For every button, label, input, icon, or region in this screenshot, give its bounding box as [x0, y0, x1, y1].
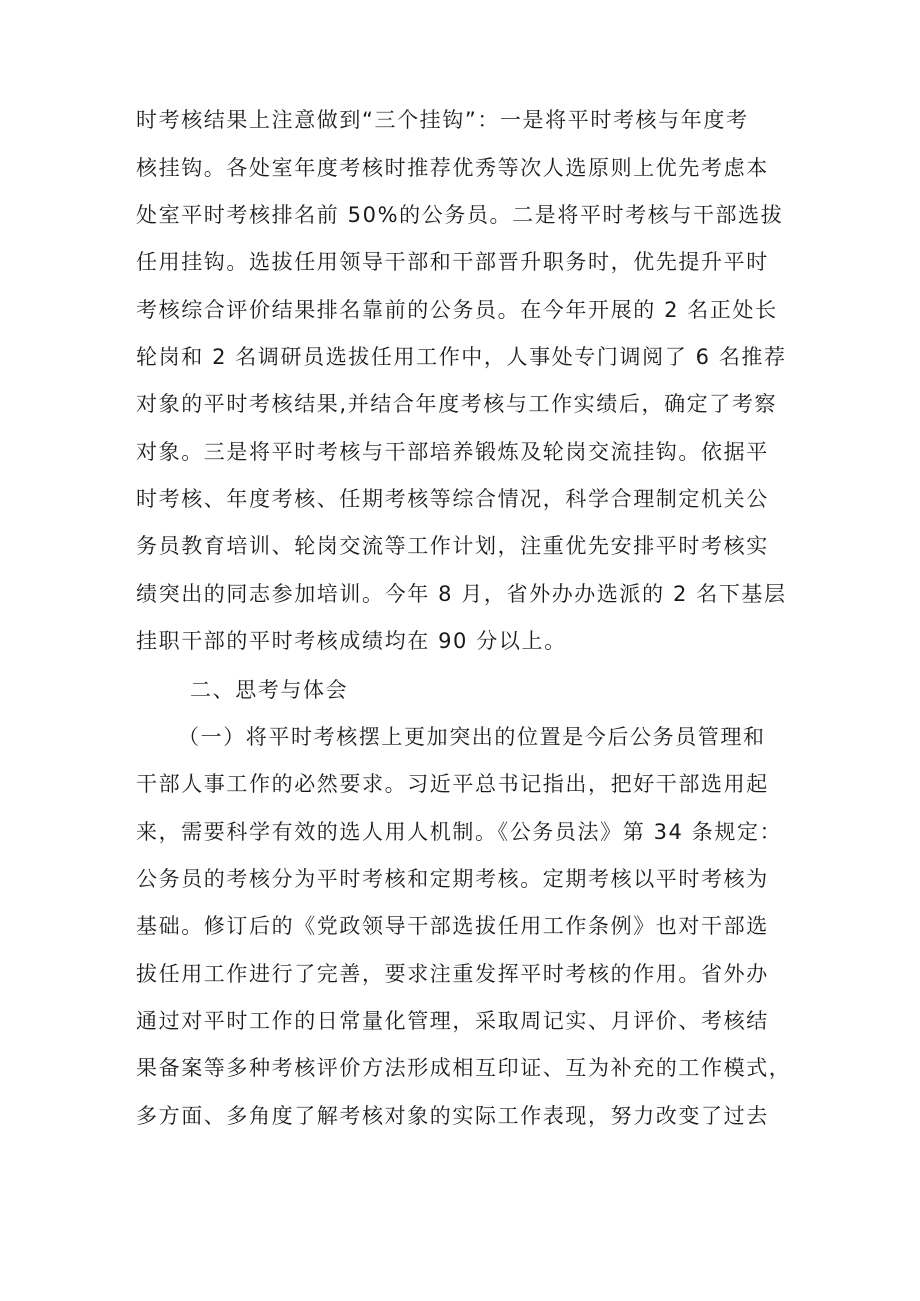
paragraph-line: 时考核、年度考核、任期考核等综合情况，科学合理制定机关公	[136, 487, 769, 511]
paragraph-line: 基础。修订后的《党政领导干部选拔任用工作条例》也对干部选	[136, 914, 769, 938]
paragraph-line: 处室平时考核排名前 50%的公务员。二是将平时考核与干部选拔	[136, 203, 784, 227]
paragraph-line: 果备案等多种考核评价方法形成相互印证、互为补充的工作模式，	[136, 1056, 792, 1080]
paragraph-line: 任用挂钩。选拔任用领导干部和干部晋升职务时，优先提升平时	[136, 250, 769, 274]
paragraph-line: 多方面、多角度了解考核对象的实际工作表现，努力改变了过去	[136, 1104, 769, 1128]
paragraph-line: 绩突出的同志参加培训。今年 8 月，省外办办选派的 2 名下基层	[136, 582, 787, 606]
paragraph-line: 考核综合评价结果排名靠前的公务员。在今年开展的 2 名正处长	[136, 298, 778, 322]
paragraph-line: 务员教育培训、轮岗交流等工作计划，注重优先安排平时考核实	[136, 534, 769, 558]
subsection-heading: （一）将平时考核摆上更加突出的位置是今后公务员管理和	[178, 725, 766, 749]
paragraph-line: 时考核结果上注意做到“三个挂钩”：一是将平时考核与年度考	[136, 108, 749, 132]
paragraph-line: 对象的平时考核结果,并结合年度考核与工作实绩后，确定了考察	[136, 392, 778, 416]
paragraph-line: 轮岗和 2 名调研员选拔任用工作中，人事处专门调阅了 6 名推荐	[136, 345, 787, 369]
paragraph-line: 干部人事工作的必然要求。习近平总书记指出，把好干部选用起	[136, 772, 769, 796]
paragraph-line: 通过对平时工作的日常量化管理，采取周记实、月评价、考核结	[136, 1009, 769, 1033]
paragraph-line: 公务员的考核分为平时考核和定期考核。定期考核以平时考核为	[136, 867, 769, 891]
section-heading: 二、思考与体会	[190, 678, 349, 702]
paragraph-line: 挂职干部的平时考核成绩均在 90 分以上。	[136, 629, 567, 653]
paragraph-line: 对象。三是将平时考核与干部培养锻炼及轮岗交流挂钩。依据平	[136, 440, 769, 464]
paragraph-line: 拔任用工作进行了完善，要求注重发挥平时考核的作用。省外办	[136, 962, 769, 986]
paragraph-line: 来，需要科学有效的选人用人机制。《公务员法》第 34 条规定：	[136, 820, 783, 844]
paragraph-line: 核挂钩。各处室年度考核时推荐优秀等次人选原则上优先考虑本	[136, 156, 769, 180]
